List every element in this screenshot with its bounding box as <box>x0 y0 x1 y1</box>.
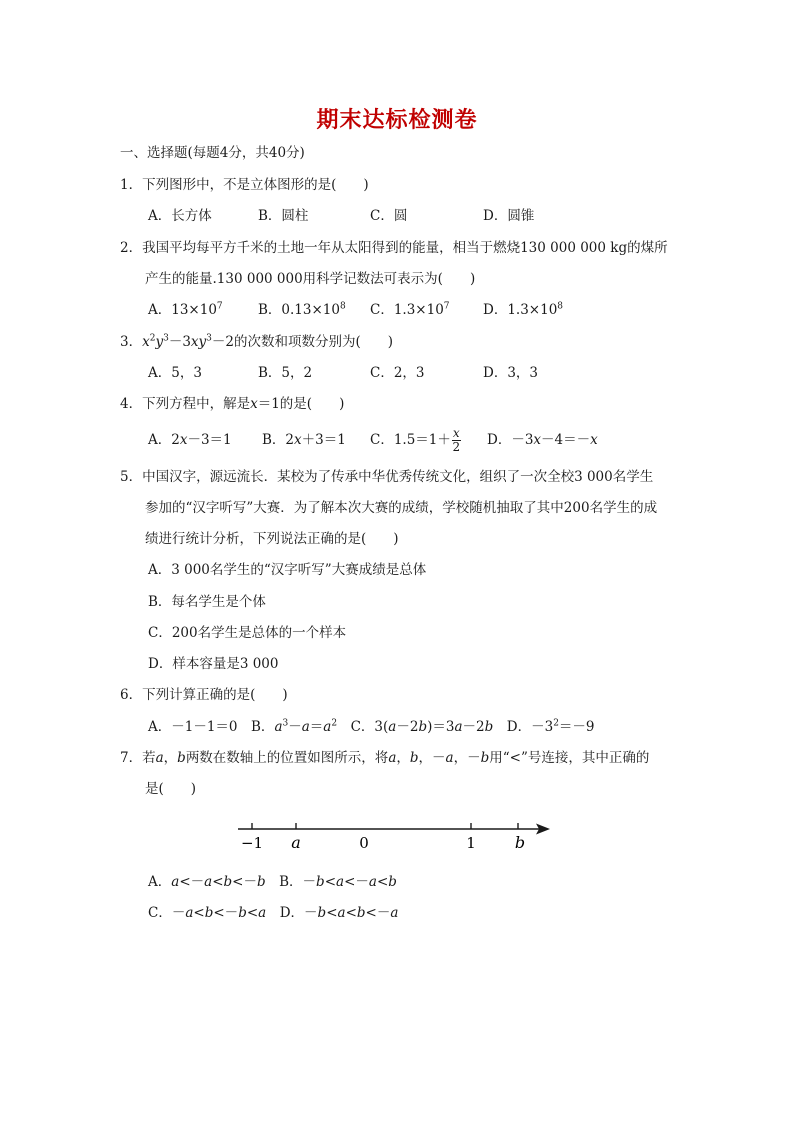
page-title: 期末达标检测卷 <box>316 107 478 133</box>
q3-option-b: B．5，2 <box>258 365 313 381</box>
q3-option-a: A．5，3 <box>148 365 202 381</box>
q1-option-a: A．长方体 <box>148 208 212 224</box>
q1-option-c: C．圆 <box>370 208 408 224</box>
label-b: b <box>514 833 526 852</box>
q6-options: A．－1－1＝0 B．$a^3-a=a^2$ C．3(a－2b)＝3a－2b D．$-3^2=-9$ <box>148 718 595 735</box>
q2-option-b: B．$0.13\times 10^8$ <box>258 301 346 318</box>
question-7-stem-line2: 是( ) <box>145 781 197 797</box>
q2-option-d: D．$1.3\times 10^8$ <box>483 301 564 318</box>
q3-option-c: C．2，3 <box>370 365 425 381</box>
q5-option-b: B．每名学生是个体 <box>148 594 266 610</box>
label-minus-one: −1 <box>240 834 264 852</box>
question-5-stem-line2: 参加的“汉字听写”大赛．为了解本次大赛的成绩，学校随机抽取了其中200名学生的成 <box>145 500 658 516</box>
section-heading: 一、选择题(每题4分，共40分) <box>120 145 305 161</box>
q4-option-d: D．－3x－4＝－x <box>487 432 598 448</box>
q2-option-c: C．$1.3\times 10^7$ <box>370 301 450 318</box>
q4-option-a: A．2x－3＝1 <box>148 432 232 448</box>
question-1-stem: 1．下列图形中，不是立体图形的是( ) <box>120 177 369 193</box>
question-2-stem-line2: 产生的能量.130 000 000用科学记数法可表示为( ) <box>145 271 476 287</box>
question-7-stem-line1: 7．若a，b两数在数轴上的位置如图所示，将a，b，－a，－b用“<”号连接，其中正确的 <box>120 750 650 766</box>
q4-fraction: $\frac{x}{2}$ <box>452 426 461 454</box>
question-5-stem-line3: 绩进行统计分析，下列说法正确的是( ) <box>145 531 399 547</box>
question-5-stem-line1: 5．中国汉字，源远流长．某校为了传承中华优秀传统文化，组织了一次全校3 000名学生 <box>120 469 654 485</box>
label-zero: 0 <box>359 834 369 852</box>
question-2-stem-line1: 2．我国平均每平方千米的土地一年从太阳得到的能量，相当于燃烧130 000 000 kg的煤所 <box>120 240 668 256</box>
q3-polynomial: $x^2y^3-3xy^3-2$ <box>142 333 234 350</box>
q5-option-d: D．样本容量是3 000 <box>148 656 279 672</box>
q1-option-d: D．圆锥 <box>483 208 535 224</box>
q5-option-a: A．3 000名学生的“汉字听写”大赛成绩是总体 <box>148 562 427 578</box>
question-3-stem: 3．$x^2y^3-3xy^3-2$的次数和项数分别为( ) <box>120 333 394 350</box>
question-6-stem: 6．下列计算正确的是( ) <box>120 687 288 703</box>
q4-option-b: B．2x＋3＝1 <box>262 432 346 448</box>
q3-option-d: D．3，3 <box>483 365 539 381</box>
q4-option-c: C．1.5＝1＋ $\frac{x}{2}$ <box>370 426 461 454</box>
q1-option-b: B．圆柱 <box>258 208 309 224</box>
q5-option-c: C．200名学生是总体的一个样本 <box>148 625 347 641</box>
question-4-stem: 4．下列方程中，解是x＝1的是( ) <box>120 396 345 412</box>
label-one: 1 <box>466 834 476 852</box>
label-a: a <box>291 833 301 852</box>
q7-options-cd: C．－a<b<－b<a D．－b<a<b<－a <box>148 905 399 921</box>
q7-options-ab: A．a<－a<b<－b B．－b<a<－a<b <box>148 874 397 890</box>
number-line-figure <box>230 815 560 860</box>
q2-option-a: A．$13\times 10^7$ <box>148 301 223 318</box>
